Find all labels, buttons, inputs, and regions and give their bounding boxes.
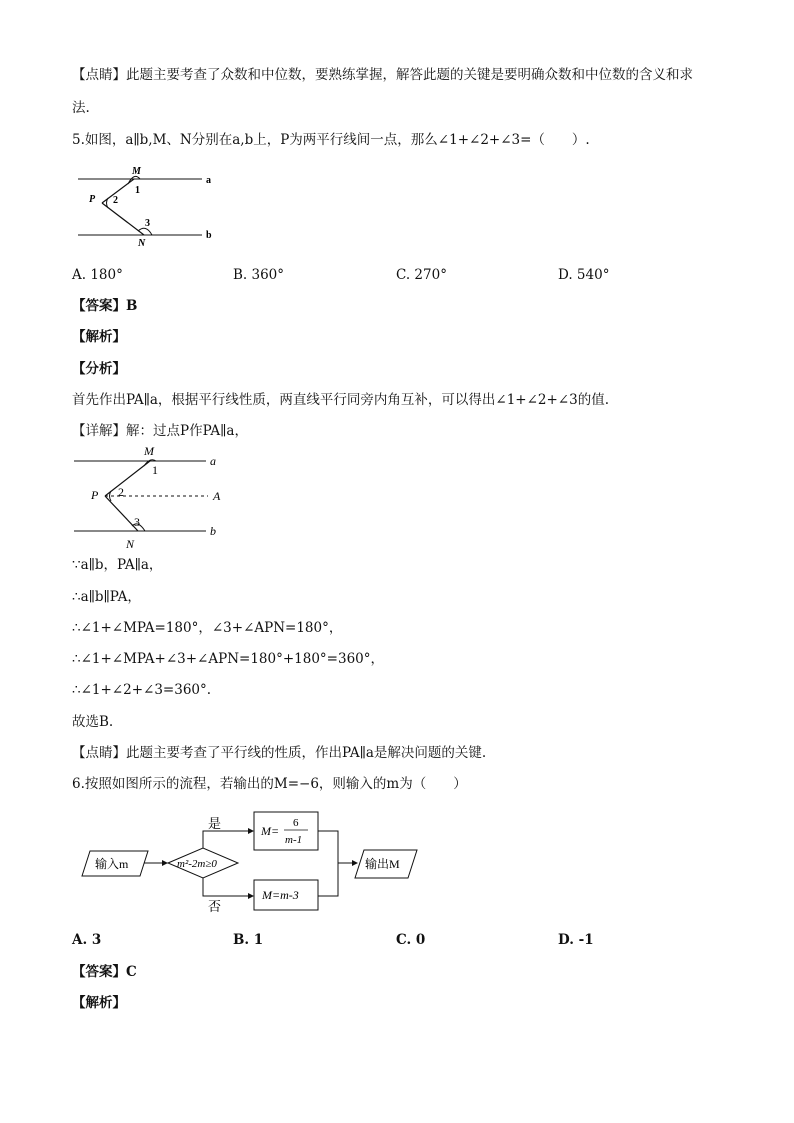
segment-pm — [105, 461, 150, 496]
label-p: P — [89, 194, 96, 205]
line-dianjing-prev: 【点睛】此题主要考查了众数和中位数，要熟练掌握，解答此题的关键是要明确众数和中位数的含义和求 — [72, 67, 693, 83]
q6-option-b: B. 1 — [233, 932, 264, 948]
label-m: M — [132, 166, 141, 177]
q5-dianjing: 【点睛】此题主要考查了平行线的性质，作出PA∥a是解决问题的关键. — [72, 745, 487, 761]
yes-label: 是 — [208, 816, 222, 831]
no-box-label: M=m-3 — [262, 888, 299, 902]
label-angle-1: 1 — [135, 185, 140, 196]
label-a: a — [206, 175, 211, 186]
label-p: P — [91, 488, 99, 502]
proof-step-5: ∴∠1+∠2+∠3=360°. — [72, 682, 212, 698]
no-label: 否 — [208, 899, 222, 914]
proof-step-3: ∴∠1+∠MPA=180°，∠3+∠APN=180°， — [72, 620, 343, 636]
output-label: 输出M — [365, 857, 400, 871]
label-pa-a: A — [213, 489, 221, 503]
q5-option-c: C. 270° — [396, 267, 447, 283]
label-angle-3: 3 — [145, 218, 150, 229]
flowchart — [72, 810, 432, 920]
q5-xiangjie: 【详解】解：过点P作PA∥a， — [72, 423, 248, 439]
q6-option-d: D. -1 — [558, 932, 594, 948]
arrow-yes — [203, 831, 252, 848]
question-6-title: 6.按照如图所示的流程，若输出的M=−6，则输入的m为（ ） — [72, 776, 467, 792]
yes-box-left: M= — [261, 824, 280, 838]
label-angle-2: 2 — [118, 485, 124, 499]
q5-answer: 【答案】B — [72, 298, 138, 314]
q6-answer: 【答案】C — [72, 964, 137, 980]
line-fa: 法. — [72, 100, 90, 116]
q5-fenxi: 【分析】 — [72, 361, 126, 377]
q5-option-b: B. 360° — [233, 267, 285, 283]
label-angle-3: 3 — [134, 515, 140, 529]
arrow-no — [203, 878, 252, 896]
label-n: N — [126, 537, 135, 551]
question-5-title: 5.如图，a∥b,M、N分别在a,b上，P为两平行线间一点，那么∠1+∠2+∠3=（ ）. — [72, 132, 590, 148]
arc-2 — [107, 198, 109, 208]
q5-jiexi: 【解析】 — [72, 329, 126, 345]
q5-option-a: A. 180° — [72, 267, 123, 283]
proof-step-1: ∵a∥b，PA∥a， — [72, 557, 163, 573]
label-b: b — [210, 524, 216, 538]
label-n: N — [138, 238, 146, 249]
input-label: 输入m — [95, 857, 129, 871]
figure-2 — [72, 440, 232, 552]
label-b: b — [206, 230, 212, 241]
arc-2 — [110, 491, 112, 501]
label-m: M — [144, 444, 154, 458]
proof-step-4: ∴∠1+∠MPA+∠3+∠APN=180°+180°=360°， — [72, 651, 384, 667]
yes-box-num: 6 — [293, 817, 299, 829]
label-a: a — [210, 454, 216, 468]
merge-line — [318, 831, 338, 896]
proof-choice: 故选B. — [72, 714, 114, 730]
label-angle-1: 1 — [152, 463, 158, 477]
label-angle-2: 2 — [113, 195, 118, 206]
proof-step-2: ∴a∥b∥PA， — [72, 589, 141, 605]
q6-option-c: C. 0 — [396, 932, 426, 948]
q6-jiexi: 【解析】 — [72, 995, 126, 1011]
yes-box-den: m-1 — [285, 834, 303, 846]
q6-option-a: A. 3 — [72, 932, 102, 948]
figure-1 — [72, 160, 232, 250]
q5-fenxi-text: 首先作出PA∥a，根据平行线性质，两直线平行同旁内角互补，可以得出∠1+∠2+∠3的值. — [72, 392, 609, 408]
condition-label: m²-2m≥0 — [177, 858, 217, 870]
q5-option-d: D. 540° — [558, 267, 610, 283]
